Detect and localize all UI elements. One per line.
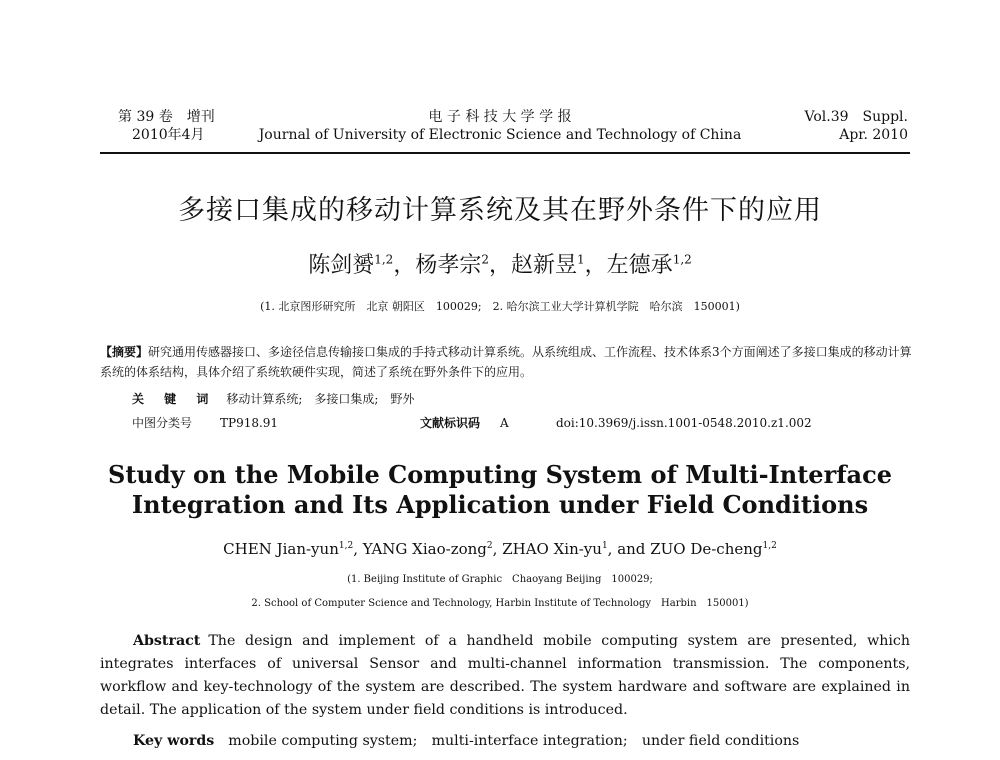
abstract-en xyxy=(100,630,910,722)
author-cn-separator: ， xyxy=(488,253,511,278)
author-en-affil-marker: 1,2 xyxy=(762,541,777,551)
author-en-name: ZHAO Xin-yu xyxy=(502,540,602,558)
journal-title-en: Journal of University of Electronic Science and Technology of China xyxy=(258,127,742,143)
volume-issue-en: Vol.39 Suppl. xyxy=(804,109,908,125)
doc-code-value: A xyxy=(500,416,509,430)
abstract-text-cn: 研究通用传感器接口、多途径信息传输接口集成的手持式移动计算系统。从系统组成、工作流程、技术体系3个方面阐述了多接口集成的移动计算系统的体系结构，具体介绍了系统软硬件实现，简述了系统在野外条件下的应用。 xyxy=(100,345,912,379)
author-en-name: YANG Xiao-zong xyxy=(362,540,487,558)
journal-volume xyxy=(118,108,215,144)
journal-volume-en xyxy=(805,108,908,144)
author-cn-separator: ， xyxy=(584,253,607,278)
affiliation-en-1: (1. Beijing Institute of Graphic Chaoyang Beijing 100029; xyxy=(347,574,653,585)
classification-row xyxy=(132,414,872,431)
abstract-text-en: The design and implement of a handheld mobile computing system are presented, which integrates interfaces of universal Sensor and multi-channel information transmission. The components, workflow and key-technology of the system are described. The system hardware and software are explained in detail. The application of the system under field conditions is introduced. xyxy=(100,633,910,718)
abstract-label-en: Abstract xyxy=(133,633,201,649)
class-label: 中图分类号 xyxy=(132,416,193,430)
class-value: TP918.91 xyxy=(220,416,279,430)
author-en-name: ZUO De-cheng xyxy=(650,540,763,558)
author-cn-affil-marker: 1,2 xyxy=(374,252,394,267)
keywords-label-en: Key words xyxy=(133,733,215,749)
author-cn-affil-marker: 2 xyxy=(481,252,489,267)
author-cn-name: 陈剑赟 xyxy=(308,253,375,278)
doc-code-label: 文献标识码 xyxy=(420,416,481,430)
header-rule xyxy=(100,152,910,154)
author-cn-name: 左德承 xyxy=(606,253,673,278)
affiliation-cn: (1. 北京图形研究所 北京 朝阳区 100029; 2. 哈尔滨工业大学计算机学院 哈尔滨 150001) xyxy=(260,300,740,313)
volume-issue: 第 39 卷 增刊 xyxy=(118,109,215,125)
doi: doi:10.3969/j.issn.1001-0548.2010.z1.002 xyxy=(556,416,812,430)
author-en-name: CHEN Jian-yun xyxy=(223,540,339,558)
author-en-affil-marker: 2 xyxy=(486,541,493,551)
keywords-text-cn: 移动计算系统; 多接口集成; 野外 xyxy=(226,392,415,406)
author-cn-affil-marker: 1 xyxy=(577,252,585,267)
keywords-en xyxy=(133,730,799,750)
author-en-separator: , xyxy=(353,540,363,558)
publication-date-cn: 2010年4月 xyxy=(132,127,205,143)
abstract-cn xyxy=(100,342,920,382)
author-en-separator: , and xyxy=(607,540,651,558)
keywords-label-cn: 关 键 词 xyxy=(132,392,217,406)
author-cn-separator: ， xyxy=(393,253,416,278)
author-en-separator: , xyxy=(492,540,503,558)
author-en-affil-marker: 1,2 xyxy=(338,541,354,551)
keywords-cn xyxy=(132,390,414,407)
author-cn-name: 杨孝宗 xyxy=(415,253,482,278)
author-en-affil-marker: 1 xyxy=(601,541,608,551)
title-line-2: Integration and Its Application under Field Conditions xyxy=(131,490,869,519)
publication-date-en: Apr. 2010 xyxy=(839,127,908,143)
journal-title-block xyxy=(250,108,750,144)
journal-title-cn: 电 子 科 技 大 学 学 报 xyxy=(428,109,572,125)
paper-title-cn: 多接口集成的移动计算系统及其在野外条件下的应用 xyxy=(178,195,822,226)
author-cn-affil-marker: 1,2 xyxy=(672,252,692,267)
author-cn-name: 赵新昱 xyxy=(511,253,578,278)
title-line-1: Study on the Mobile Computing System of Multi-Interface xyxy=(108,460,892,489)
authors-en xyxy=(0,540,1000,558)
affiliation-en-2: 2. School of Computer Science and Technology, Harbin Institute of Technology Harbin 150001) xyxy=(251,598,749,609)
authors-cn xyxy=(0,248,1000,279)
paper-title-en xyxy=(0,460,1000,520)
abstract-label-cn: 【摘要】 xyxy=(100,345,149,359)
keywords-text-en: mobile computing system; multi-interface integration; under field conditions xyxy=(228,733,800,749)
